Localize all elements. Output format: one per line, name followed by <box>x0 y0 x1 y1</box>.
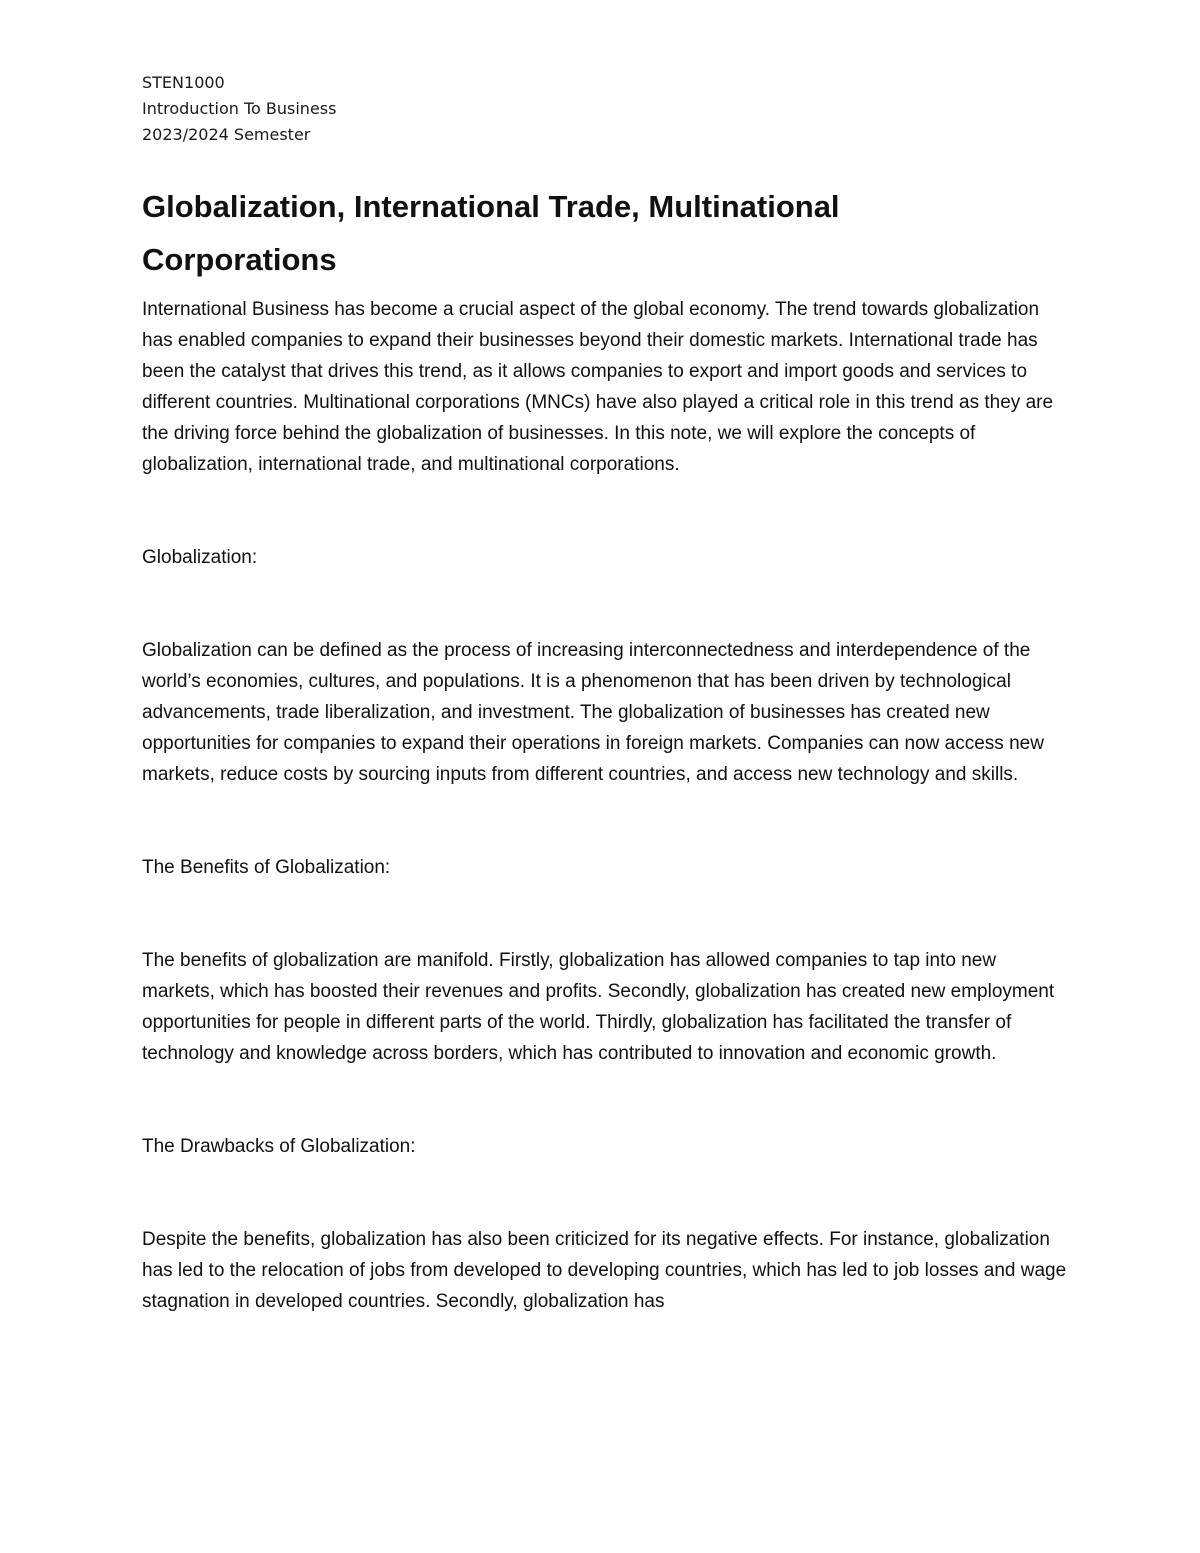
spacer <box>142 480 1072 542</box>
semester-label: 2023/2024 Semester <box>142 125 311 144</box>
spacer <box>142 790 1072 852</box>
spacer <box>142 883 1072 945</box>
section-body-drawbacks: Despite the benefits, globalization has also been criticized for its negative effects. For instance, globalization has led to the relocation of jobs from developed to developing countries, which has led to job losses and wage stagnation in developed countries. Secondly, globalization has <box>142 1229 1067 1312</box>
spacer <box>142 573 1072 635</box>
section-body-benefits: The benefits of globalization are manifold. Firstly, globalization has allowed companies to tap into new markets, which has boosted their revenues and profits. Secondly, globalization has created new employment opportunities for people in different parts of the world. Thirdly, globalization has facilitated the transfer of technology and knowledge across borders, which has contributed to innovation and economic growth. <box>142 950 1055 1064</box>
section-heading-drawbacks: The Drawbacks of Globalization: <box>142 1136 416 1157</box>
section-heading-globalization: Globalization: <box>142 547 258 568</box>
document-title: Globalization, International Trade, Multinational Corporations <box>142 189 840 277</box>
page-content <box>142 70 1072 1317</box>
course-code: STEN1000 <box>142 73 225 92</box>
spacer <box>142 1162 1072 1224</box>
spacer <box>142 1069 1072 1131</box>
course-name: Introduction To Business <box>142 99 337 118</box>
section-body-globalization: Globalization can be defined as the process of increasing interconnectedness and interdependence of the world’s economies, cultures, and populations. It is a phenomenon that has been driven by technological advancements, trade liberalization, and investment. The globalization of businesses has created new opportunities for companies to expand their operations in foreign markets. Companies can now access new markets, reduce costs by sourcing inputs from different countries, and access new technology and skills. <box>142 640 1044 785</box>
intro-paragraph: International Business has become a crucial aspect of the global economy. The trend towards globalization has enabled companies to expand their businesses beyond their domestic markets. International trade has been the catalyst that drives this trend, as it allows companies to export and import goods and services to different countries. Multinational corporations (MNCs) have also played a critical role in this trend as they are the driving force behind the globalization of businesses. In this note, we will explore the concepts of globalization, international trade, and multinational corporations. <box>142 299 1054 475</box>
section-heading-benefits: The Benefits of Globalization: <box>142 857 391 878</box>
